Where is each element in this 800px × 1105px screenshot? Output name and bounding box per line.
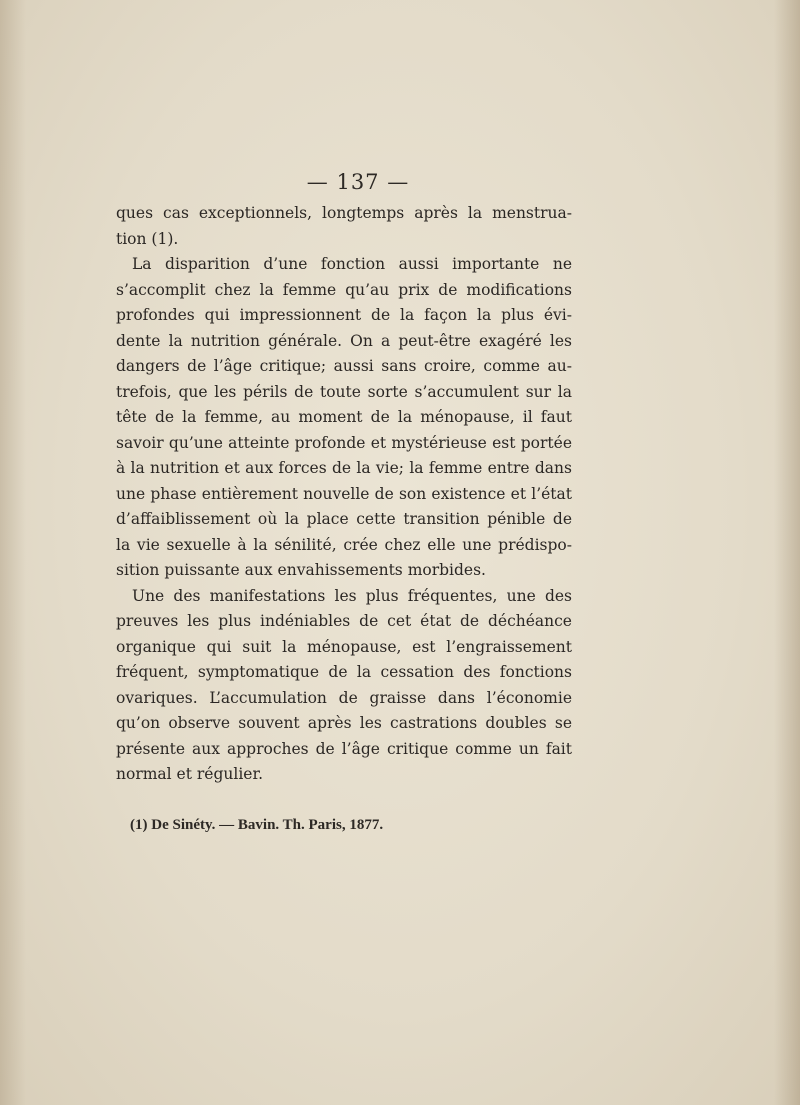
text-line: tête de la femme, au moment de la ménopause, il faut [116,408,572,426]
text-line: dangers de l’âge critique; aussi sans croire, comme au- [116,357,572,375]
text-line: ovariques. L’accumulation de graisse dans l’économie [116,688,572,707]
text-line: preuves les plus indéniables de cet état de déchéance [116,612,572,630]
text-line: tion (1). [116,229,179,248]
body-text [116,201,572,788]
text-line: s’accomplit chez la femme qu’au prix de modifications [116,280,572,299]
page-edge-right [774,0,800,1105]
text-line: Une des manifestations les plus fréquentes, une des [132,586,572,605]
text-line: présente aux approches de l’âge critique comme un fait [116,739,572,758]
text-line: normal et régulier. [116,765,264,783]
text-line: savoir qu’une atteinte profonde et mystérieuse est portée [116,433,572,452]
text-line: la vie sexuelle à la sénilité, crée chez elle une prédispo- [116,535,572,554]
footnote: (1) De Sinéty. — Bavin. Th. Paris, 1877. [130,817,384,833]
page-edge-left [0,0,26,1105]
text-line: fréquent, symptomatique de la cessation des fonctions [116,663,572,681]
page-number: — 137 — [306,170,410,194]
text-line: organique qui suit la ménopause, est l’engraissement [116,637,572,656]
text-line: dente la nutrition générale. On a peut-être exagéré les [116,331,572,350]
text-line: à la nutrition et aux forces de la vie; la femme entre dans [116,459,572,477]
text-line: une phase entièrement nouvelle de son existence et l’état [116,484,572,503]
text-line: trefois, que les périls de toute sorte s’accumulent sur la [116,382,572,401]
text-line: profondes qui impressionnent de la façon la plus évi- [116,306,572,324]
text-line: ques cas exceptionnels, longtemps après la menstrua- [116,204,572,222]
text-line: d’affaiblissement où la place cette transition pénible de [116,510,572,528]
text-line: La disparition d’une fonction aussi importante ne [132,255,572,273]
text-line: sition puissante aux envahissements morbides. [116,561,486,579]
text-line: qu’on observe souvent après les castrations doubles se [116,714,572,732]
